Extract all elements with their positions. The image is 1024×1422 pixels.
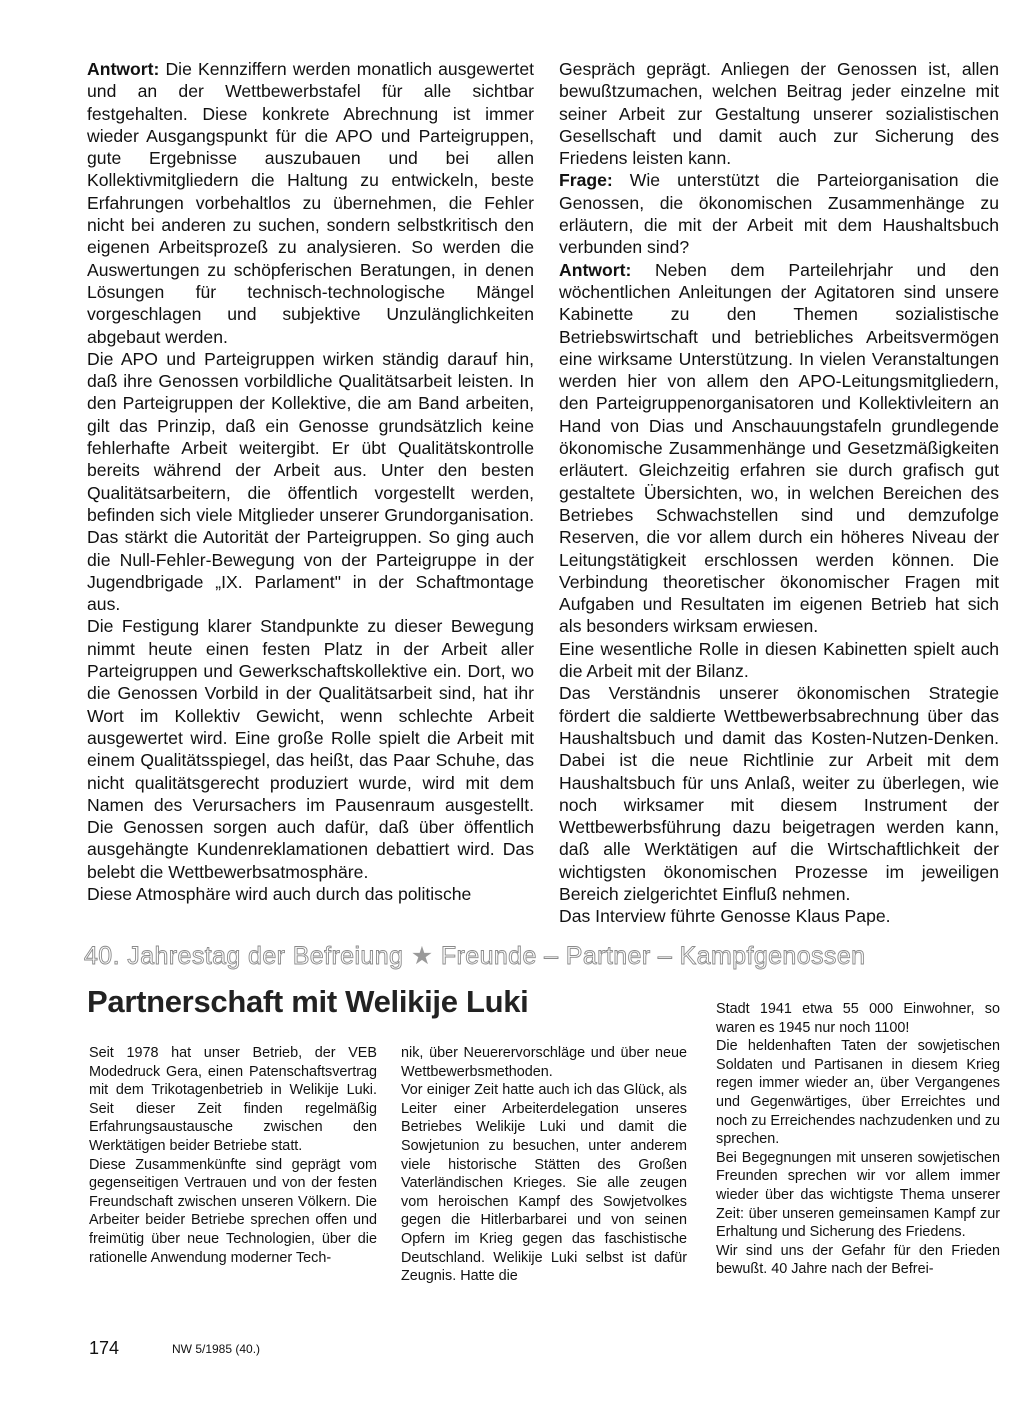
- page-number: 174: [89, 1338, 120, 1358]
- paragraph: Seit 1978 hat unser Betrieb, der VEB Modedruck Gera, einen Patenschaftsvertrag mit dem Trikotagenbetrieb in Welikije Luki. Seit dieser Zeit finden regelmäßig Erfahrungsaustausche zwischen den Werktätigen beider Betriebe statt.: [89, 1045, 377, 1154]
- article-column-3: [716, 1000, 1000, 1279]
- paragraph: [559, 259, 999, 638]
- answer-label: Antwort:: [87, 59, 160, 79]
- paragraph: [559, 169, 999, 258]
- paragraph: Stadt 1941 etwa 55 000 Einwohner, so waren es 1945 nur noch 1100!: [716, 1001, 1000, 1036]
- question-label: Frage:: [559, 170, 613, 191]
- paragraph: Gespräch geprägt. Anliegen der Genossen ist, allen bewußtzumachen, welchen Beitrag jeder einzelne mit seiner Arbeit zur Gestaltung unserer sozialistischen Gesellschaft und damit auch zur Sicherung des Friedens leisten kann.: [559, 59, 999, 169]
- paragraph: Vor einiger Zeit hatte auch ich das Glück, als Leiter einer Arbeiterdelegation unseres Betriebes Welikije Luki und damit die Sowjetunion zu besuchen, unter anderem viele historische Stätten des Großen Vaterländischen Krieges. Sie alle zeugen vom heroischen Kampf des Sowjetvolkes gegen die Hitlerbarbarei und von seinen Opfern im Krieg gegen das faschistische Deutschland. Welikije Luki selbst ist dafür Zeugnis. Hatte die: [401, 1082, 687, 1285]
- paragraph: Bei Begegnungen mit unseren sowjetischen Freunden sprechen wir vor allem immer wieder über das wichtigste Thema unserer Zeit: über unseren gemeinsamen Kampf zur Erhaltung und Sicherung des Friedens.: [716, 1149, 1000, 1241]
- paragraph: nik, über Neuerervorschläge und über neue Wettbewerbsmethoden.: [401, 1045, 687, 1080]
- article-headline: Partnerschaft mit Welikije Luki: [87, 984, 529, 1019]
- answer-label: Antwort:: [559, 259, 632, 280]
- paragraph: Das Interview führte Genosse Klaus Pape.: [559, 906, 891, 927]
- paragraph: Die APO und Parteigruppen wirken ständig darauf hin, daß ihre Genossen vorbildliche Qualitätsarbeit leisten. In den Parteigruppen der Kollektive, die am Band arbeiten, gilt das Prinzip, daß ein Genosse grundsätzlich keine fehlerhafte Arbeit weitergibt. Er übt Qualitätskontrolle bereits während der Arbeit aus. Unter den besten Qualitätsarbeitern, die öffentlich vorgestellt werden, befinden sich viele Mitglieder unserer Grundorganisation. Das stärkt die Autorität der Parteigruppen. So ging auch die Null-Fehler-Bewegung von der Parteigruppe in der Jugendbrigade „IX. Parlament" in der Schaftmontage aus.: [87, 348, 534, 615]
- paragraph-text: Die Kennziffern werden monatlich ausgewertet und an der Wettbewerbstafel für alle sichtbar festgehalten. Diese konkrete Abrechnung ist immer wieder Ausgangspunkt für die APO und Parteigruppen, gute Ergebnisse auszubauen und bei allen Kollektivmitgliedern die Haltung zu entwickeln, beste Erfahrungen vorbehaltlos zu übernehmen, die Fehler nicht bei anderen zu suchen, sondern selbstkritisch den eigenen Arbeitsprozeß zu analysieren. So werden die Auswertungen zu schöpferischen Beratungen, in denen Lösungen für technisch-technologische Mängel vorgeschlagen und subjektive Unzulänglichkeiten abgebaut werden.: [87, 59, 534, 347]
- paragraph: Eine wesentliche Rolle in diesen Kabinetten spielt auch die Arbeit mit der Bilanz.: [559, 638, 999, 682]
- paragraph: Diese Atmosphäre wird auch durch das politische: [87, 883, 472, 904]
- paragraph-text: Wie unterstützt die Parteiorganisation die Genossen, die ökonomischen Zusammenhänge zu erläutern, die mit der Arbeit mit dem Haushaltsbuch verbunden sind?: [559, 170, 999, 258]
- article-column-2: [401, 1044, 687, 1286]
- paragraph: Das Verständnis unserer ökonomischen Strategie fördert die saldierte Wettbewerbsabrechnung über das Haushaltsbuch und damit das Kosten-Nutzen-Denken. Dabei ist die neue Richtlinie zur Arbeit mit dem Haushaltsbuch für uns Anlaß, weiter zu überlegen, wie noch wirksamer mit diesem Instrument der Wettbewerbsführung dazu beigetragen werden kann, daß alle Werktätigen auf die Wirtschaftlichkeit der wichtigsten ökonomischen Prozesse im jeweiligen Bereich zielgerichtet Einfluß nehmen.: [559, 683, 999, 904]
- paragraph-text: Neben dem Parteilehrjahr und den wöchentlichen Anleitungen der Agitatoren sind unsere Kabinette zu den Themen sozialistische Betriebswirtschaft und betriebliches Arbeitsvermögen eine wirksame Unterstützung. In vielen Veranstaltungen werden hier von allem den APO-Leitungsmitgliedern, den Parteigruppenorganisatoren und Kollektivleitern an Hand von Dias und Anschauungstafeln grundlegende ökonomische Zusammenhänge und Gesetzmäßigkeiten erläutert. Gleichzeitig erfahren sie durch grafisch gut gestaltete Übersichten, wo, in welchen Bereichen des Betriebes Schwachstellen sind und demzufolge Reserven, die vor allem durch ein höheres Niveau der Leitungstätigkeit erschlossen werden können. Die Verbindung theoretischer ökonomischer Fragen mit Aufgaben und Resultaten im eigenen Betrieb hat sich als besonders wirksam erwiesen.: [559, 259, 999, 637]
- paragraph: [87, 58, 534, 348]
- paragraph: Die heldenhaften Taten der sowjetischen Soldaten und Partisanen in diesem Krieg regen immer wieder an, über Vergangenes und Gegenwärtiges, über Erreichtes und noch zu Erreichendes nachzudenken und zu sprechen.: [716, 1038, 1001, 1148]
- paragraph: Die Festigung klarer Standpunkte zu dieser Bewegung nimmt heute einen festen Platz in der Arbeit aller Parteigruppen und Gewerkschaftskollektive ein. Dort, wo die Genossen Vorbild in der Qualitätsarbeit sind, hat ihr Wort im Kollektiv Gewicht, wenn schlechte Arbeit ausgewertet wird. Eine große Rolle spielt die Arbeit mit einem Qualitätsspiegel, das heißt, das Paar Schuhe, das nicht qualitätsgerecht produziert wurde, wird mit dem Namen des Verursachers im Pausenraum ausgestellt. Die Genossen sorgen auch dafür, daß über öffentlich ausgehängte Kundenreklamationen debattiert wird. Das belebt die Wettbewerbsatmosphäre.: [87, 616, 534, 882]
- banner-right-text: Freunde – Partner – Kampfgenossen: [440, 942, 866, 970]
- upper-right-column: [559, 58, 999, 928]
- paragraph: Diese Zusammenkünfte sind geprägt vom gegenseitigen Vertrauen und von der festen Freundschaft zwischen unseren Völkern. Die Arbeiter beider Betriebe sprechen offen und freimütig über neue Technologien, über die rationelle Anwendung moderner Tech-: [89, 1156, 377, 1266]
- paragraph: Wir sind uns der Gefahr für den Frieden bewußt. 40 Jahre nach der Befrei-: [716, 1242, 1000, 1278]
- banner-left-text: 40. Jahrestag der Befreiung: [84, 942, 404, 970]
- page-footer: [89, 1336, 489, 1360]
- anniversary-banner: [84, 934, 1004, 978]
- issue-label: NW 5/1985 (40.): [172, 1342, 261, 1356]
- upper-left-column: [87, 58, 534, 905]
- article-column-1: [89, 1044, 377, 1267]
- star-icon: ★: [410, 942, 434, 970]
